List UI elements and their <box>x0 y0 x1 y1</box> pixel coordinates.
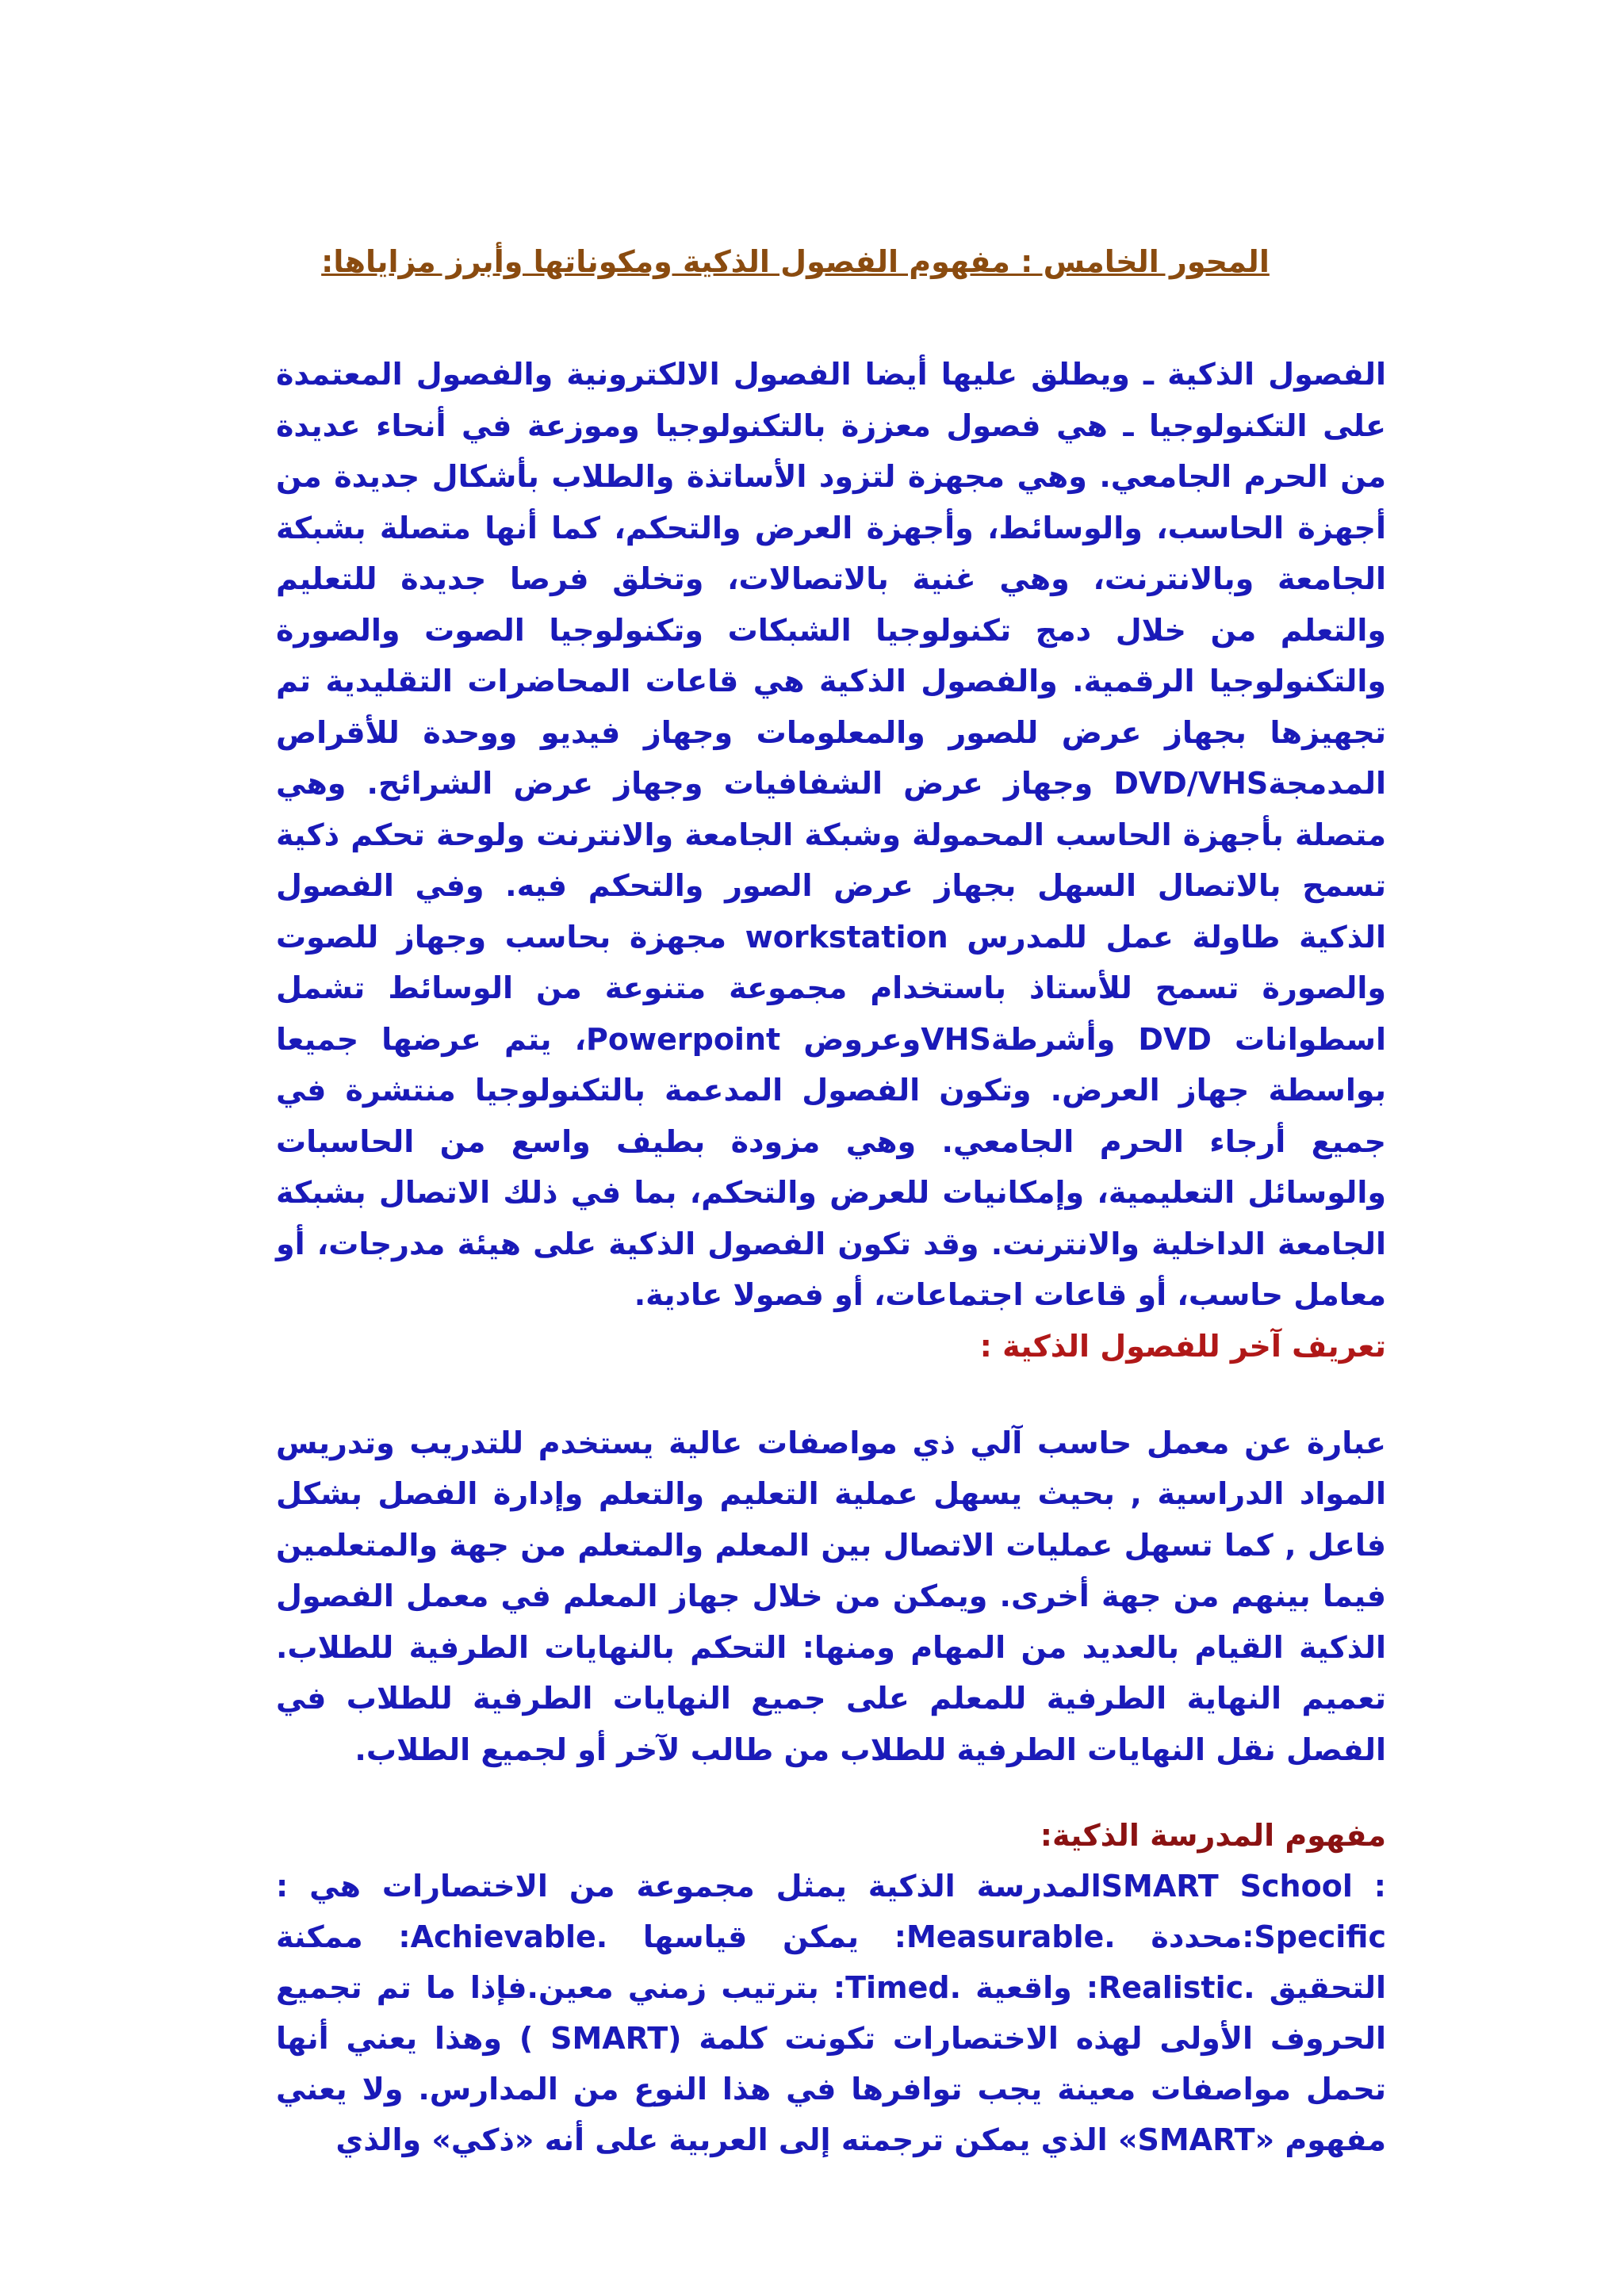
paragraph-smart-school: : SMART Schoolالمدرسة الذكية يمثل مجموعة من الاختصارات هي : Specific:محددة .Measurable: يمكن قياسها .Achievable: ممكنة التحقيق .Realistic: واقعية .Timed: بترتيب زمني معين.فإذا ما تم تجميع الحروف الأولى لهذه الاختصارات تكونت كلمة (SMART ) وهذا يعني أنها تحمل مواصفات معينة يجب توافرها في هذا النوع من المدارس. ولا يعني مفهوم «SMART» الذي يمكن ترجمته إلى العربية على أنه «ذكي» والذي <box>276 1869 1387 2157</box>
section-heading-smart-school: مفهوم المدرسة الذكية: <box>1040 1818 1386 1853</box>
page-title: المحور الخامس : مفهوم الفصول الذكية ومكوناتها وأبرز مزاياها: <box>321 244 1270 279</box>
paragraph-definition: عبارة عن معمل حاسب آلي ذي مواصفات عالية يستخدم للتدريب وتدريس المواد الدراسية , بحيث يسهل عملية التعليم والتعلم وإدارة الفصل بشكل فاعل , كما تسهل عمليات الاتصال بين المعلم والمتعلم من جهة والمتعلمين فيما بينهم من جهة أخرى. ويمكن من خلال جهاز المعلم في معمل الفصول الذكية القيام بالعديد من المهام ومنها: التحكم بالنهايات الطرفية للطلاب. تعميم النهاية الطرفية للمعلم على جميع النهايات الطرفية للطلاب في الفصل نقل النهايات الطرفية للطلاب من طالب لآخر أو لجميع الطلاب. <box>276 1425 1386 1767</box>
document-content <box>276 238 1386 2165</box>
section-heading-definition: تعريف آخر للفصول الذكية : <box>979 1328 1386 1364</box>
paragraph-smart-classrooms: الفصول الذكية ـ ويطلق عليها أيضا الفصول الالكترونية والفصول المعتمدة على التكنولوجيا ـ هي فصول معززة بالتكنولوجيا وموزعة في أنحاء عديدة من الحرم الجامعي. وهي مجهزة لتزود الأساتذة والطلاب بأشكال جديدة من أجهزة الحاسب، والوسائط، وأجهزة العرض والتحكم، كما أنها متصلة بشبكة الجامعة وبالانترنت، وهي غنية بالاتصالات، وتخلق فرصا جديدة للتعليم والتعلم من خلال دمج تكنولوجيا الشبكات وتكنولوجيا الصوت والصورة والتكنولوجيا الرقمية. والفصول الذكية هي قاعات المحاضرات التقليدية تم تجهيزها بجهاز عرض للصور والمعلومات وجهاز فيديو ووحدة للأقراص المدمجةDVD/VHS وجهاز عرض الشفافيات وجهاز عرض الشرائح. وهي متصلة بأجهزة الحاسب المحمولة وشبكة الجامعة والانترنت ولوحة تحكم ذكية تسمح بالاتصال السهل بجهاز عرض الصور والتحكم فيه. وفي الفصول الذكية طاولة عمل للمدرس workstation مجهزة بحاسب وجهاز للصوت والصورة تسمح للأستاذ باستخدام مجموعة متنوعة من الوسائط تشمل اسطوانات DVD وأشرطةVHSوعروض Powerpoint، يتم عرضها جميعا بواسطة جهاز العرض. وتكون الفصول المدعمة بالتكنولوجيا منتشرة في جميع أرجاء الحرم الجامعي. وهي مزودة بطيف واسع من الحاسبات والوسائل التعليمية، وإمكانيات للعرض والتحكم، بما في ذلك الاتصال بشبكة الجامعة الداخلية والانترنت. وقد تكون الفصول الذكية على هيئة مدرجات، أو معامل حاسب، أو قاعات اجتماعات، أو فصولا عادية. <box>276 357 1387 1312</box>
